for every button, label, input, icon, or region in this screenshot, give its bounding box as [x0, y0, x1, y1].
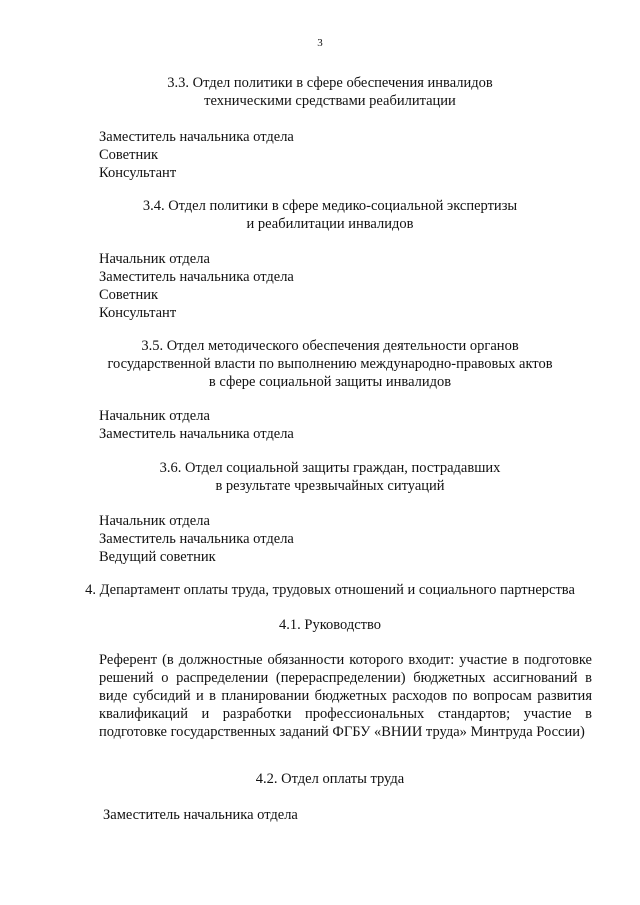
section-heading-line: в результате чрезвычайных ситуаций: [215, 478, 445, 494]
positions-list-3-6: [99, 512, 579, 566]
section-heading-line: и реабилитации инвалидов: [246, 216, 414, 232]
page-number: 3: [317, 37, 323, 49]
position-item: Заместитель начальника отдела: [99, 531, 294, 547]
department-title: 4. Департамент оплаты труда, трудовых отношений и социального партнерства: [85, 582, 575, 598]
section-heading-line: техническими средствами реабилитации: [204, 93, 456, 109]
positions-list-4-2: [103, 806, 583, 824]
section-heading-3-3: [0, 74, 640, 110]
subsection-heading-line: 4.2. Отдел оплаты труда: [255, 771, 405, 787]
position-item: Советник: [99, 147, 159, 163]
section-heading-line: 3.4. Отдел политики в сфере медико-социальной экспертизы: [142, 198, 518, 214]
position-item: Ведущий советник: [99, 549, 216, 565]
section-heading-line: в сфере социальной защиты инвалидов: [208, 374, 452, 390]
position-item: Консультант: [99, 165, 177, 181]
section-heading-line: 3.6. Отдел социальной защиты граждан, пострадавших: [159, 460, 501, 476]
position-item: Заместитель начальника отдела: [99, 129, 294, 145]
position-item: Начальник отдела: [99, 251, 210, 267]
positions-list-3-5: [99, 407, 579, 443]
subsection-heading-line: 4.1. Руководство: [279, 617, 381, 633]
position-item: Заместитель начальника отдела: [99, 426, 294, 442]
position-item: Заместитель начальника отдела: [99, 269, 294, 285]
section-heading-3-5: [0, 337, 640, 391]
position-item: Консультант: [99, 305, 177, 321]
positions-list-3-4: [99, 250, 579, 322]
positions-list-3-3: [99, 128, 579, 182]
position-item: Советник: [99, 287, 159, 303]
section-heading-line: 3.3. Отдел политики в сфере обеспечения инвалидов: [167, 75, 493, 91]
section-heading-line: государственной власти по выполнению международно-правовых актов: [107, 356, 553, 372]
position-item: Начальник отдела: [99, 408, 210, 424]
department-heading: [0, 581, 640, 599]
referent-paragraph: Референт (в должностные обязанности которого входит: участие в подготовке решений о распределении (перераспределении) бюджетных ассигнований в виде субсидий и в планировании бюджетных расходов по вопросам развития квалификаций и разработки профессиональных стандартов; участие в подготовке государственных заданий ФГБУ «ВНИИ труда» Минтруда России): [99, 652, 592, 740]
subsection-heading-4-1: [0, 616, 640, 634]
section-heading-3-6: [0, 459, 640, 495]
position-item: Заместитель начальника отдела: [103, 807, 298, 823]
subsection-heading-4-2: [0, 770, 640, 788]
section-heading-line: 3.5. Отдел методического обеспечения деятельности органов: [141, 338, 519, 354]
section-heading-3-4: [0, 197, 640, 233]
position-item: Начальник отдела: [99, 513, 210, 529]
